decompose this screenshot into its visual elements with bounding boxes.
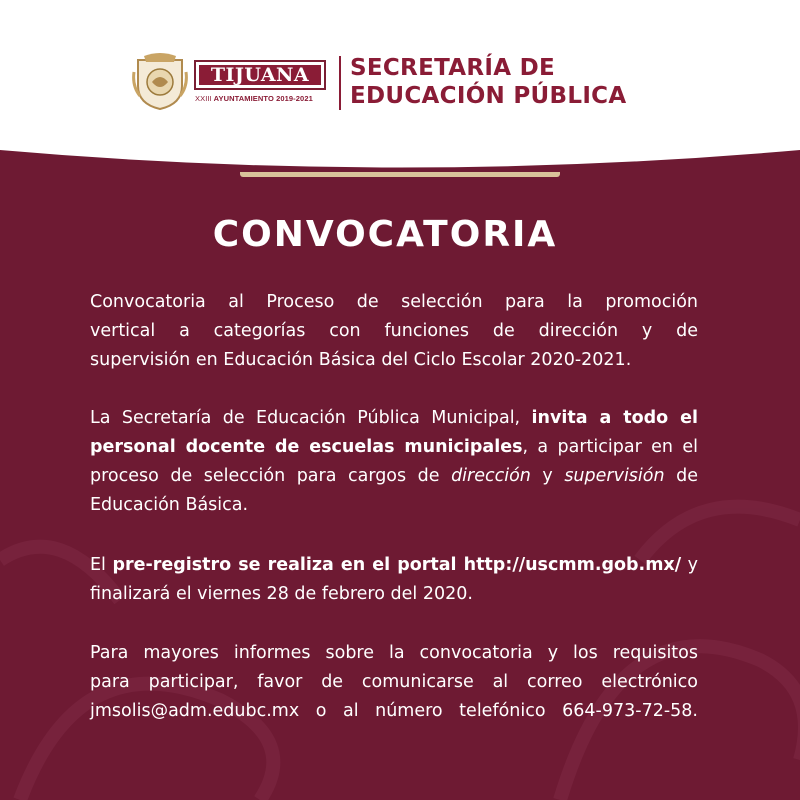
contact-line-1: Para mayores informes sobre la convocatoria y los requisitos [90, 643, 698, 663]
registration-text: El [90, 555, 113, 575]
registration-line-1 [90, 551, 698, 580]
secretaria-title [350, 54, 626, 110]
ayuntamiento-label [195, 94, 329, 103]
invitation-line-3 [90, 462, 698, 491]
invitation-text: y [530, 466, 565, 486]
invitation-italic: dirección [451, 466, 531, 486]
invitation-bold: personal docente de escuelas municipales [90, 437, 523, 457]
secretaria-line-1: SECRETARÍA DE [350, 55, 556, 81]
invitation-line-4: Educación Básica. [90, 495, 249, 515]
registration-text: y [681, 555, 698, 575]
intro-line-1: Convocatoria al Proceso de selección para la promoción [90, 292, 698, 312]
logo-block [132, 52, 652, 112]
registration-link-text: pre-registro se realiza en el portal http://uscmm.gob.mx/ [112, 555, 682, 575]
intro-line-2: vertical a categorías con funciones de dirección y de [90, 321, 698, 341]
page-title: CONVOCATORIA [212, 214, 558, 255]
invitation-text: La Secretaría de Educación Pública Municipal, [90, 408, 532, 428]
paragraph-intro [90, 288, 698, 375]
invitation-bold: invita a todo el [531, 408, 698, 428]
logo-divider [339, 56, 341, 110]
tijuana-text: TIJUANA [199, 65, 321, 85]
invitation-text: , a participar en el [522, 437, 698, 457]
invitation-line-2 [90, 433, 698, 462]
tijuana-seal-icon [132, 52, 188, 110]
ayuntamiento-prefix: XXIII [195, 94, 212, 103]
secretaria-line-2: EDUCACIÓN PÚBLICA [350, 83, 627, 109]
paragraph-invitation [90, 404, 698, 520]
ayuntamiento-text: AYUNTAMIENTO 2019-2021 [213, 94, 313, 103]
registration-line-2: finalizará el viernes 28 de febrero del 2020. [90, 584, 473, 604]
invitation-line-1 [90, 404, 698, 433]
contact-line-3: jmsolis@adm.edubc.mx o al número telefónico 664-973-72-58. [90, 701, 698, 721]
tijuana-wordmark [194, 60, 326, 90]
paragraph-registration [90, 551, 698, 609]
intro-line-3: supervisión en Educación Básica del Ciclo Escolar 2020-2021. [90, 350, 632, 370]
accent-bar [240, 172, 560, 177]
invitation-text: de [664, 466, 698, 486]
invitation-italic: supervisión [564, 466, 665, 486]
contact-line-2: para participar, favor de comunicarse al correo electrónico [90, 672, 698, 692]
paragraph-contact [90, 639, 698, 726]
invitation-text: proceso de selección para cargos de [90, 466, 452, 486]
